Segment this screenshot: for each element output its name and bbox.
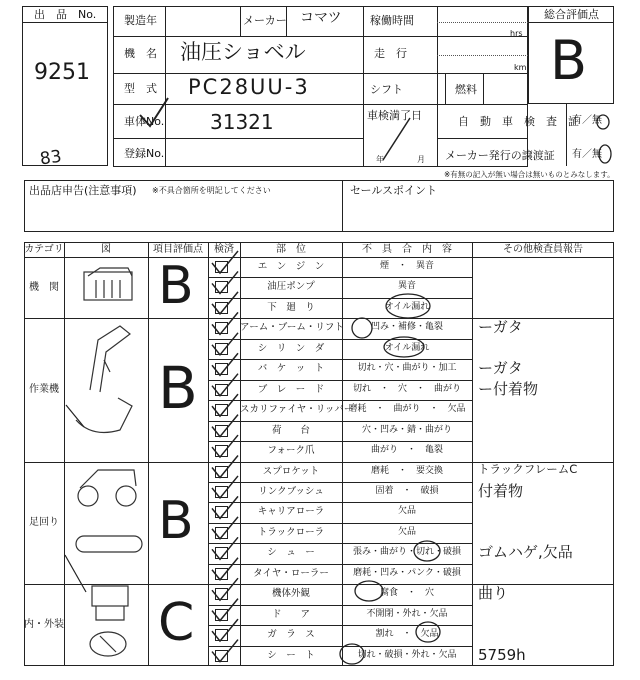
part-label: バ ケ ッ ト xyxy=(257,363,325,375)
check-mark xyxy=(212,374,238,396)
category-grade: C xyxy=(158,593,195,654)
defect-options: 磨耗 ・ 要交換 xyxy=(370,465,443,476)
defect-options: 固着 ・ 破損 xyxy=(375,485,439,496)
interior-sketch xyxy=(90,586,128,656)
part-label: シ ー ト xyxy=(267,649,315,661)
check-mark xyxy=(212,599,238,621)
part-label: スカリファイヤ・リッパー xyxy=(240,404,354,416)
inspector-report: トラックフレームC xyxy=(478,461,578,476)
defect-options: 割れ ・ 欠品 xyxy=(375,629,439,640)
check-mark xyxy=(212,394,238,416)
footnote: ※有無の記入が無い場合は無いものとみなします。 xyxy=(444,170,615,179)
defect-options: 張み・曲がり・切れ・破損 xyxy=(352,547,461,558)
model-label: 型 式 xyxy=(124,82,157,95)
inspector-report: ーガタ xyxy=(478,318,523,337)
part-label: アーム・ブーム・リフト xyxy=(240,322,344,334)
check-mark xyxy=(212,517,238,539)
table-header-5: 不 具 合 内 容 xyxy=(362,244,452,255)
check-mark xyxy=(212,537,238,559)
part-label: ガ ラ ス xyxy=(267,629,315,641)
defect-options: 欠品 xyxy=(397,506,416,517)
check-mark xyxy=(212,292,238,314)
part-label: フォーク爪 xyxy=(267,445,315,457)
part-label: リンクブッシュ xyxy=(258,485,324,497)
check-mark xyxy=(212,476,238,498)
seller-remarks-label: 出品店申告(注意事項) xyxy=(29,184,137,197)
shift-label: シフト xyxy=(370,83,403,96)
reg-label: 登録No. xyxy=(124,147,165,160)
inspector-report: ー付着物 xyxy=(478,379,539,398)
part-label: スプロケット xyxy=(262,465,320,477)
hours-label: 稼働時間 xyxy=(370,14,414,27)
check-mark xyxy=(212,271,238,293)
year-label: 製造年 xyxy=(124,14,157,27)
part-label: タイヤ・ローラー xyxy=(253,567,329,579)
category-name: 作業機 xyxy=(29,383,59,395)
travel-label: 走 行 xyxy=(374,47,407,60)
category-grade: B xyxy=(158,255,194,316)
handwritten-note-83: 83 xyxy=(38,146,63,170)
check-mark xyxy=(212,333,238,355)
car-inspection-yes-no: 有／無 xyxy=(572,115,602,126)
defect-options: 穴・凹み・錆・曲がり xyxy=(361,424,452,435)
category-grade: B xyxy=(158,353,198,422)
model-value: PC28UU-3 xyxy=(188,75,310,99)
check-mark xyxy=(212,312,238,334)
category-name: 足回り xyxy=(29,516,59,528)
engine-sketch xyxy=(84,268,132,300)
inspector-report: 付着物 xyxy=(478,481,524,500)
part-label: エ ン ジ ン xyxy=(257,261,325,272)
check-mark xyxy=(212,578,238,600)
check-mark xyxy=(212,456,238,478)
hrs-unit: hrs xyxy=(510,29,523,38)
fuel-label: 燃料 xyxy=(455,83,477,96)
table-header-1: 図 xyxy=(101,244,111,255)
maker-label: メーカー xyxy=(243,14,287,27)
km-unit: km xyxy=(514,63,527,72)
category-name: 機 関 xyxy=(29,281,59,293)
defect-options: 不開閉・外れ・欠品 xyxy=(366,608,448,619)
inspection-label: 車検満了日 xyxy=(367,109,422,122)
check-mark xyxy=(212,435,238,457)
defect-options: 切れ・破損・外れ・欠品 xyxy=(357,649,457,660)
part-label: 荷 台 xyxy=(271,424,310,436)
overall-label: 総合評価点 xyxy=(544,8,599,21)
check-mark xyxy=(212,640,238,662)
table-header-6: その他検査員報告 xyxy=(503,244,583,255)
month-unit: 月 xyxy=(417,155,425,164)
table-header-0: カテゴリ xyxy=(24,244,64,255)
attachment-sketch xyxy=(76,326,132,432)
lot-label: 出 品 No. xyxy=(34,8,97,21)
inspector-report: 5759h xyxy=(478,645,526,664)
defect-options: 欠品 xyxy=(397,526,416,537)
check-mark xyxy=(212,251,238,273)
part-label: 油圧ポンプ xyxy=(267,281,315,293)
check-mark xyxy=(212,496,238,518)
check-mark xyxy=(212,558,238,580)
check-mark xyxy=(212,415,238,437)
inspector-report: ーガタ xyxy=(478,359,523,378)
check-mark xyxy=(212,619,238,641)
part-label: ド ア xyxy=(271,608,310,620)
defect-options: 腐食 ・ 穴 xyxy=(379,588,434,599)
vin-label: 車体No. xyxy=(124,115,165,128)
overall-grade: B xyxy=(550,29,588,92)
defect-options: 煙 ・ 異音 xyxy=(379,261,434,271)
part-label: 機体外観 xyxy=(271,588,310,600)
part-label: シ リ ン ダ xyxy=(257,342,325,354)
inspector-report: ゴムハゲ,欠品 xyxy=(478,543,573,562)
sales-point-label: セールスポイント xyxy=(350,184,438,197)
part-label: 下 廻 り xyxy=(267,301,315,313)
part-label: キャリアローラ xyxy=(257,506,325,518)
name-label: 機 名 xyxy=(124,47,157,60)
category-grade: B xyxy=(158,490,194,551)
vin-value: 31321 xyxy=(210,110,274,134)
car-inspection-label: 自 動 車 検 査 証 xyxy=(458,115,579,128)
year-unit: 年 xyxy=(376,155,384,164)
table-header-4: 部 位 xyxy=(276,244,306,255)
defect-options: オイル漏れ xyxy=(384,301,430,312)
check-mark xyxy=(212,353,238,375)
defect-options: 凹み・補修・亀裂 xyxy=(370,322,443,333)
maker-value: コマツ xyxy=(300,10,342,26)
defect-options: 切れ ・ 穴 ・ 曲がり xyxy=(352,383,461,394)
inspector-report: 曲り xyxy=(478,584,509,603)
part-label: ブ レ ー ド xyxy=(257,383,325,395)
defect-options: 異音 xyxy=(397,281,416,292)
seller-remarks-note: ※不具合箇所を明記してください xyxy=(152,186,271,195)
defect-options: 磨耗・凹み・パンク・破損 xyxy=(353,567,461,578)
table-header-3: 検済 xyxy=(214,244,234,255)
maker-cert-label: メーカー発行の譲渡証 xyxy=(445,149,555,162)
defect-options: オイル漏れ xyxy=(384,342,430,353)
name-value: 油圧ショベル xyxy=(180,40,306,64)
defect-options: 磨耗 ・ 曲がり ・ 欠品 xyxy=(348,404,466,415)
maker-cert-yes-no: 有／無 xyxy=(572,149,602,160)
table-header-2: 項目評価点 xyxy=(153,244,203,255)
undercarriage-sketch xyxy=(76,470,142,552)
defect-options: 曲がり ・ 亀裂 xyxy=(370,445,443,456)
defect-options: 切れ・穴・曲がり・加工 xyxy=(357,363,457,374)
part-label: シ ュ ー xyxy=(267,547,315,559)
part-label: トラックローラ xyxy=(257,526,325,538)
category-name: 内・外装 xyxy=(24,619,64,631)
lot-number: 9251 xyxy=(34,60,90,85)
